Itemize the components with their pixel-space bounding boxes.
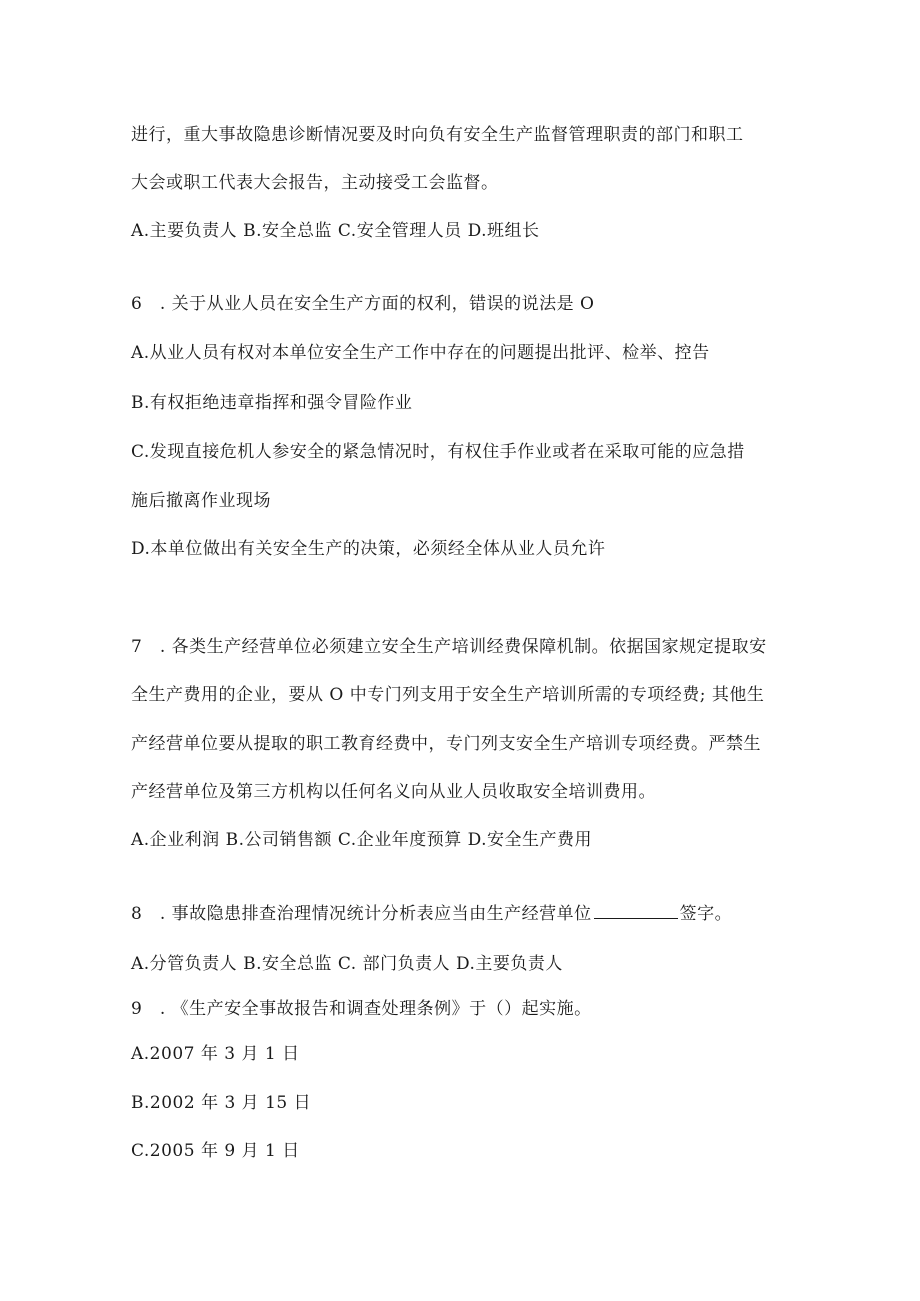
q8-stem-before-blank: 8 . 事故隐患排查治理情况统计分析表应当由生产经营单位 (131, 904, 592, 924)
q6-option-d: D.本单位做出有关安全生产的决策，必须经全体从业人员允许 (131, 539, 606, 559)
q6-stem: 6 . 关于从业人员在安全生产方面的权利，错误的说法是 O (131, 294, 595, 314)
q8-answer-blank (594, 903, 678, 919)
q7-text-line-3: 产经营单位要从提取的职工教育经费中，专门列支安全生产培训专项经费。严禁生 (131, 734, 761, 754)
q8-options: A.分管负责人 B.安全总监 C. 部门负责人 D.主要负责人 (131, 954, 563, 974)
q9-option-c: C.2005 年 9 月 1 日 (131, 1141, 300, 1161)
q6-option-a: A.从业人员有权对本单位安全生产工作中存在的问题提出批评、检举、控告 (131, 343, 710, 363)
q5-text-line-1: 进行，重大事故隐患诊断情况要及时向负有安全生产监督管理职责的部门和职工 (131, 125, 744, 145)
q8-stem (131, 903, 732, 925)
q7-text-line-2: 全生产费用的企业，要从 O 中专门列支用于安全生产培训所需的专项经费; 其他生 (131, 685, 765, 705)
q7-text-line-1: 7 . 各类生产经营单位必须建立安全生产培训经费保障机制。依据国家规定提取安 (131, 637, 767, 657)
q5-options: A.主要负责人 B.安全总监 C.安全管理人员 D.班组长 (131, 221, 540, 241)
q6-option-c-line-1: C.发现直接危机人参安全的紧急情况时，有权住手作业或者在采取可能的应急措 (131, 442, 745, 462)
q9-option-b: B.2002 年 3 月 15 日 (131, 1093, 312, 1113)
q8-stem-after-blank: 签字。 (679, 904, 733, 924)
q9-stem: 9 . 《生产安全事故报告和调查处理条例》于（）起实施。 (131, 999, 592, 1019)
q7-options: A.企业利润 B.公司销售额 C.企业年度预算 D.安全生产费用 (131, 830, 593, 850)
q9-option-a: A.2007 年 3 月 1 日 (131, 1044, 300, 1064)
q6-option-c-line-2: 施后撤离作业现场 (131, 491, 271, 511)
q6-option-b: B.有权拒绝违章指挥和强令冒险作业 (131, 393, 413, 413)
q7-text-line-4: 产经营单位及第三方机构以任何名义向从业人员收取安全培训费用。 (131, 782, 656, 802)
q5-text-line-2: 大会或职工代表大会报告，主动接受工会监督。 (131, 173, 499, 193)
